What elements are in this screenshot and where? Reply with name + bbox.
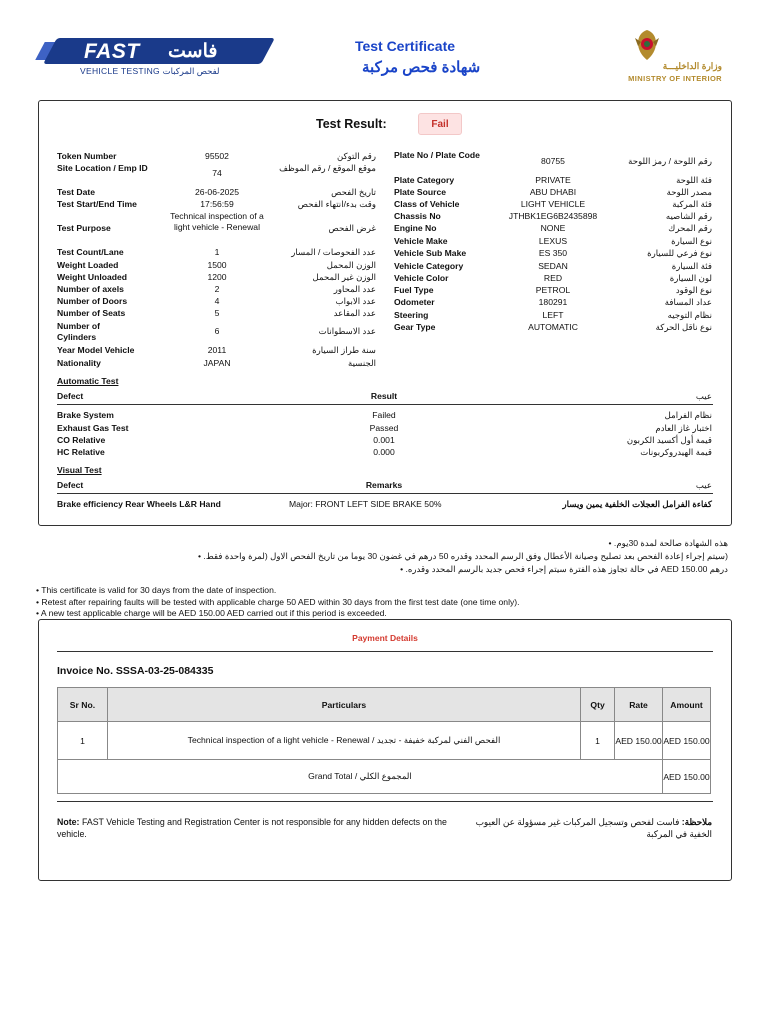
weight-loaded-label-ar: الوزن المحمل <box>326 260 376 270</box>
odometer-label-ar: عداد المسافة <box>664 297 712 307</box>
divider <box>57 801 713 802</box>
make-value: LEXUS <box>538 236 568 246</box>
col-sr: Sr No. <box>58 688 108 722</box>
fast-logo <box>40 36 272 78</box>
vehicle-category-value: SEDAN <box>538 261 568 271</box>
particulars-ar: الفحص الفني لمركبة خفيفة - تجديد <box>376 735 501 745</box>
make-label-ar: نوع السيارة <box>671 236 712 246</box>
weight-unloaded-value: 1200 <box>207 272 227 282</box>
fuel-label: Fuel Type <box>394 285 434 295</box>
plate-category-label-ar: فئة اللوحة <box>676 175 712 185</box>
plate-no-value: 80755 <box>541 156 565 166</box>
automatic-test-title: Automatic Test <box>57 376 119 386</box>
auto-defect-ar: قيمة الهيدروكربونات <box>640 447 712 457</box>
color-label: Vehicle Color <box>394 273 449 283</box>
weight-loaded-label: Weight Loaded <box>57 260 119 270</box>
grand-total-value: AED 150.00 <box>663 760 711 794</box>
test-date-label-ar: تاريخ الفحص <box>331 187 376 197</box>
odometer-value: 180291 <box>538 297 568 307</box>
table-row <box>58 722 711 760</box>
cell-amount: AED 150.00 <box>663 722 711 760</box>
sub-make-label-ar: نوع فرعي للسيارة <box>647 248 712 258</box>
test-date-label: Test Date <box>57 187 96 197</box>
auto-defect: Exhaust Gas Test <box>57 423 129 433</box>
invoice-number: Invoice No. SSSA-03-25-084335 <box>57 665 214 677</box>
engine-value: NONE <box>540 223 566 233</box>
payment-title: Payment Details <box>352 633 418 643</box>
auto-result: 0.000 <box>373 447 395 457</box>
cylinders-label-ar: عدد الاسطوانات <box>318 326 376 336</box>
test-time-label: Test Start/End Time <box>57 199 137 209</box>
axels-label-ar: عدد المحاور <box>333 284 376 294</box>
odometer-label: Odometer <box>394 297 435 307</box>
logo-text-ar: فاست <box>168 41 218 62</box>
vehicle-category-label-ar: فئة السيارة <box>671 261 712 271</box>
chassis-label-ar: رقم الشاصيه <box>665 211 712 221</box>
test-count-label: Test Count/Lane <box>57 247 124 257</box>
plate-no-label: Plate No / Plate Code <box>394 150 480 160</box>
steering-value: LEFT <box>542 310 564 320</box>
disclaimer-ar <box>456 816 712 840</box>
plate-source-value: ABU DHABI <box>529 187 577 197</box>
chassis-label: Chassis No <box>394 211 441 221</box>
site-label-ar: موقع الموقع / رقم الموظف <box>279 163 376 173</box>
visual-col-remarks: Remarks <box>365 480 403 490</box>
auto-result: Failed <box>372 410 396 420</box>
auto-defect-ar: قيمة أول أكسيد الكربون <box>626 435 712 445</box>
vehicle-class-label-ar: فئة المركبة <box>672 199 712 209</box>
test-date-value: 26-06-2025 <box>195 187 239 197</box>
seats-label-ar: عدد المقاعد <box>333 308 376 318</box>
logo-text: FAST <box>84 40 140 63</box>
grand-total-row <box>58 760 711 794</box>
cell-particulars <box>107 722 580 760</box>
ministry-name-en: MINISTRY OF INTERIOR <box>628 74 722 83</box>
cell-rate: AED 150.00 <box>615 722 663 760</box>
auto-col-defect: Defect <box>57 391 84 401</box>
seats-label: Number of Seats <box>57 308 126 318</box>
doors-label: Number of Doors <box>57 296 128 306</box>
site-label: Site Location / Emp ID <box>57 163 148 173</box>
axels-label: Number of axels <box>57 284 124 294</box>
color-value: RED <box>543 273 563 283</box>
steering-label: Steering <box>394 310 429 320</box>
plate-no-label-ar: رقم اللوحة / رمز اللوحة <box>628 156 712 166</box>
vehicle-class-label: Class of Vehicle <box>394 199 460 209</box>
doors-value: 4 <box>214 296 220 306</box>
weight-unloaded-label-ar: الوزن غير المحمل <box>312 272 376 282</box>
gear-label-ar: نوع ناقل الحركة <box>655 322 712 332</box>
divider <box>57 404 713 405</box>
auto-defect: HC Relative <box>57 447 105 457</box>
note-ar-validity: هذه الشهادة صالحة لمدة 30يوم. • <box>608 538 728 548</box>
divider <box>57 493 713 494</box>
visual-test-title: Visual Test <box>57 465 102 475</box>
weight-loaded-value: 1500 <box>207 260 227 270</box>
col-qty: Qty <box>581 688 615 722</box>
steering-label-ar: نظام التوجيه <box>667 310 712 320</box>
col-rate: Rate <box>615 688 663 722</box>
particulars-en: Technical inspection of a light vehicle - Renewal / <box>187 735 375 745</box>
nationality-label: Nationality <box>57 358 101 368</box>
make-label: Vehicle Make <box>394 236 448 246</box>
auto-defect: CO Relative <box>57 435 106 445</box>
auto-col-defect-ar: عيب <box>695 391 712 401</box>
sub-make-label: Vehicle Sub Make <box>394 248 467 258</box>
test-purpose-label-ar: غرض الفحص <box>328 223 376 233</box>
divider <box>57 651 713 652</box>
certificate-title-ar: شهادة فحص مركبة <box>362 59 481 76</box>
token-label: Token Number <box>57 151 117 161</box>
test-count-value: 1 <box>214 247 220 257</box>
payment-table <box>57 687 711 794</box>
table-header-row <box>58 688 711 722</box>
note-validity: • This certificate is valid for 30 days from the date of inspection. <box>36 585 277 595</box>
test-time-label-ar: وقت بدء/انتهاء الفحص <box>297 199 376 209</box>
year-model-value: 2011 <box>207 345 227 355</box>
auto-result: Passed <box>369 423 399 433</box>
cylinders-value: 6 <box>214 326 220 336</box>
note-text: FAST Vehicle Testing and Registration Center is not responsible for any hidden defects on the vehicle. <box>57 817 447 839</box>
visual-col-defect-ar: عيب <box>695 480 712 490</box>
plate-source-label-ar: مصدر اللوحة <box>666 187 712 197</box>
nationality-value: JAPAN <box>203 358 231 368</box>
sub-make-value: ES 350 <box>538 248 568 258</box>
weight-unloaded-label: Weight Unloaded <box>57 272 128 282</box>
auto-defect-ar: اختبار غاز العادم <box>655 423 712 433</box>
note-newtest: • A new test applicable charge will be AED 150.00 AED carried out if this period is exceeded. <box>36 608 387 618</box>
cell-sr: 1 <box>58 722 108 760</box>
engine-label-ar: رقم المحرك <box>668 223 712 233</box>
fuel-label-ar: نوع الوقود <box>675 285 712 295</box>
visual-remarks: Major: FRONT LEFT SIDE BRAKE 50% <box>289 499 442 509</box>
note-text-ar: فاست لفحص وتسجيل المركبات غير مسؤولة عن العيوب الخفية في المركبة <box>475 817 712 839</box>
test-count-label-ar: عدد الفحوصات / المسار <box>291 247 376 257</box>
vehicle-category-label: Vehicle Category <box>394 261 464 271</box>
auto-defect: Brake System <box>57 410 114 420</box>
gear-value: AUTOMATIC <box>528 322 578 332</box>
axels-value: 2 <box>214 284 220 294</box>
auto-result: 0.001 <box>373 435 395 445</box>
chassis-value: JTHBK1EG6B2435898 <box>508 211 598 221</box>
col-amount: Amount <box>663 688 711 722</box>
engine-label: Engine No <box>394 223 437 233</box>
grand-total-label: Grand Total / المجموع الكلي <box>58 760 663 794</box>
visual-defect: Brake efficiency Rear Wheels L&R Hand <box>57 499 221 509</box>
year-model-label: Year Model Vehicle <box>57 345 135 355</box>
doors-label-ar: عدد الابواب <box>335 296 376 306</box>
note-label: Note: <box>57 817 80 827</box>
fuel-value: PETROL <box>535 285 571 295</box>
note-ar-retest: (سيتم إجراء إعادة الفحص بعد تصليح وصيانة الأعطال وفق الرسم المحدد وقدره 50 درهم في غضون 30 يوما من تاريخ الفحص الاول (لمرة واحدة فقط. • <box>198 551 728 561</box>
nationality-label-ar: الجنسية <box>347 358 376 368</box>
plate-category-label: Plate Category <box>394 175 455 185</box>
token-value: 95502 <box>205 151 229 161</box>
token-label-ar: رقم التوكن <box>336 151 376 161</box>
ministry-name-ar: وزارة الداخليـــة <box>662 61 722 71</box>
ministry-logo <box>598 28 722 86</box>
status-badge: Fail <box>418 113 462 135</box>
falcon-emblem-icon <box>632 28 662 62</box>
test-result-label: Test Result: <box>316 117 387 131</box>
cylinders-label: Number of Cylinders <box>57 321 100 342</box>
seats-value: 5 <box>214 308 220 318</box>
test-time-value: 17:56:59 <box>200 199 234 209</box>
plate-category-value: PRIVATE <box>535 175 571 185</box>
note-retest: • Retest after repairing faults will be tested with applicable charge 50 AED within 30 days from the first test date (one time only). <box>36 597 520 607</box>
site-value: 74 <box>212 168 222 178</box>
disclaimer-en <box>57 816 457 840</box>
col-particulars: Particulars <box>107 688 580 722</box>
test-purpose-label: Test Purpose <box>57 223 111 233</box>
gear-label: Gear Type <box>394 322 436 332</box>
logo-subtitle: VEHICLE TESTING لفحص المركبات <box>80 66 220 76</box>
certificate-title: Test Certificate <box>354 38 456 54</box>
plate-source-label: Plate Source <box>394 187 447 197</box>
cell-qty: 1 <box>581 722 615 760</box>
logo-slab <box>43 38 275 64</box>
auto-col-result: Result <box>370 391 398 401</box>
visual-col-defect: Defect <box>57 480 84 490</box>
visual-defect-ar: كفاءة الفرامل العجلات الخلفية يمين ويسار <box>562 499 712 509</box>
note-label-ar: ملاحظة: <box>681 817 712 827</box>
test-purpose-value: Technical inspection of a light vehicle - Renewal <box>170 211 264 232</box>
vehicle-class-value: LIGHT VEHICLE <box>520 199 586 209</box>
year-model-label-ar: سنة طراز السيارة <box>312 345 376 355</box>
color-label-ar: لون السيارة <box>669 273 712 283</box>
auto-defect-ar: نظام الفرامل <box>664 410 712 420</box>
note-ar-newtest: درهم AED 150.00 في حالة تجاوز هذه الفترة سيتم إجراء فحص جديد بالرسم المحدد وقدره. • <box>400 564 728 574</box>
